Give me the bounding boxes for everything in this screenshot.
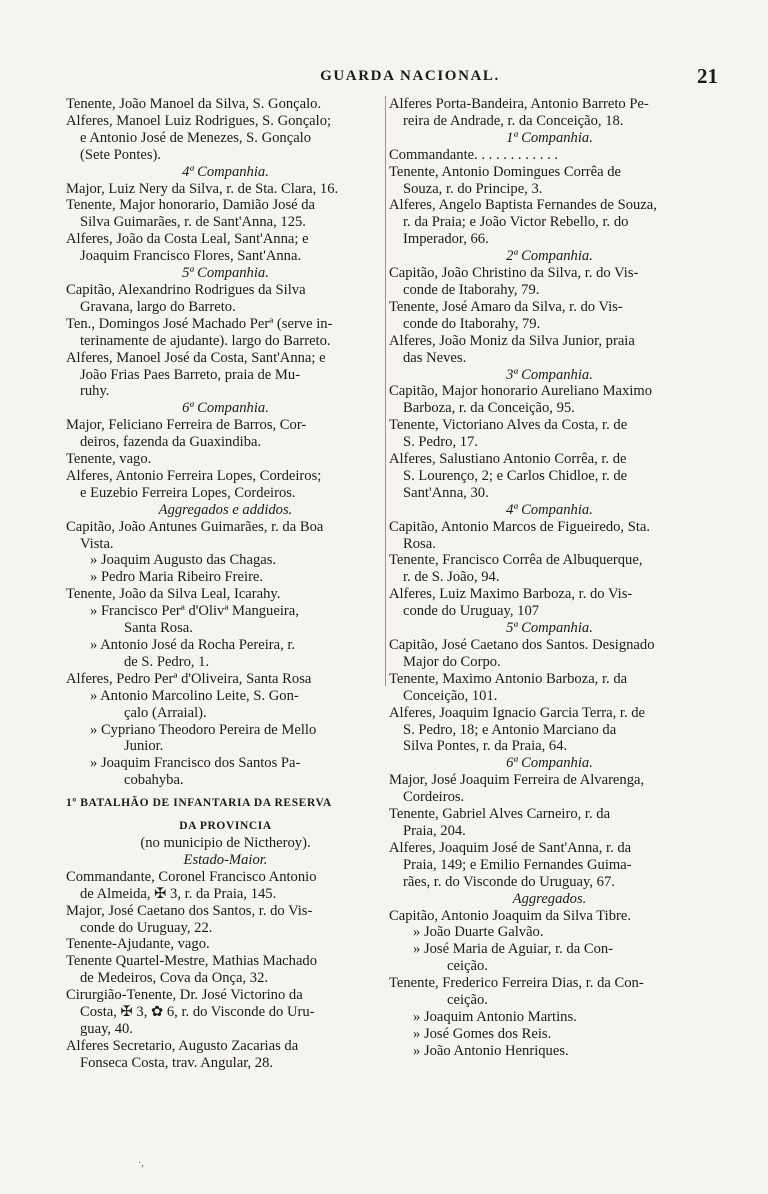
text-line: ruhy. xyxy=(80,383,110,400)
text-line: Joaquim Francisco Flores, Sant'Anna. xyxy=(80,248,302,265)
text-line: Cirurgião-Tenente, Dr. José Victorino da xyxy=(66,987,303,1004)
text-line: Capitão, Antonio Marcos de Figueiredo, Sta. xyxy=(389,518,651,535)
text-line: das Neves. xyxy=(403,349,467,366)
text-line: » João Antonio Henriques. xyxy=(413,1042,569,1059)
text-line: Tenente, João da Silva Leal, Icarahy. xyxy=(66,586,281,603)
text-line: Capitão, Alexandrino Rodrigues da Silva xyxy=(66,281,306,298)
text-line: conde do Itaborahy, 79. xyxy=(403,315,541,332)
text-line: Tenente, Victoriano Alves da Costa, r. de xyxy=(389,417,628,434)
text-line: Tenente, João Manoel da Silva, S. Gonçalo. xyxy=(66,96,322,112)
text-line: » Antonio Marcolino Leite, S. Gon- xyxy=(90,687,299,704)
text-line: Capitão, Antonio Joaquim da Silva Tibre. xyxy=(389,907,632,924)
subsection-heading: 5ª Companhia. xyxy=(506,620,593,637)
text-line: Tenente, Francisco Corrêa de Albuquerque, xyxy=(389,552,643,569)
text-line: Commandante. . . . . . . . . . . . xyxy=(389,146,559,163)
text-line: Alferes Secretario, Augusto Zacarias da xyxy=(66,1037,299,1054)
text-line: João Frias Paes Barreto, praia de Mu- xyxy=(80,366,301,383)
text-line: Tenente, vago. xyxy=(66,451,152,468)
subsection-heading: Aggregados e addidos. xyxy=(158,501,293,518)
text-line: deiros, fazenda da Guaxindiba. xyxy=(80,434,262,451)
text-line: Capitão, José Caetano dos Santos. Designado xyxy=(389,637,655,653)
text-line: Fonseca Costa, trav. Angular, 28. xyxy=(80,1054,274,1071)
text-line: Tenente, Gabriel Alves Carneiro, r. da xyxy=(389,806,611,823)
text-line: e Antonio José de Menezes, S. Gonçalo xyxy=(80,129,312,146)
text-line: Vista. xyxy=(80,535,114,552)
text-line: » José Gomes dos Reis. xyxy=(413,1025,552,1042)
text-line: » Joaquim Antonio Martins. xyxy=(413,1008,577,1025)
text-line: Tenente Quartel-Mestre, Mathias Machado xyxy=(66,953,318,970)
text-line: Major do Corpo. xyxy=(403,653,501,670)
text-line: Imperador, 66. xyxy=(403,231,489,248)
text-line: » Pedro Maria Ribeiro Freire. xyxy=(90,569,264,586)
text-line: e Euzebio Ferreira Lopes, Cordeiros. xyxy=(80,484,296,501)
column-divider xyxy=(385,96,386,686)
left-column xyxy=(66,96,385,1072)
text-line: » Francisco Perª d'Olivª Mangueira, xyxy=(90,603,299,620)
text-line: Alferes, Antonio Ferreira Lopes, Cordeiros; xyxy=(66,467,322,484)
text-line: Praia, 204. xyxy=(403,822,466,839)
subsection-heading: 3ª Companhia. xyxy=(506,366,593,383)
text-line: Alferes, Manoel Luiz Rodrigues, S. Gonçalo; xyxy=(66,112,332,129)
text-line: » João Duarte Galvão. xyxy=(413,924,544,941)
subsection-heading: 2ª Companhia. xyxy=(506,248,593,265)
running-title: GUARDA NACIONAL. xyxy=(320,68,500,84)
text-line: Alferes, João da Costa Leal, Sant'Anna; e xyxy=(66,231,309,248)
text-line: Alferes, Joaquim Ignacio Garcia Terra, r. de xyxy=(389,704,646,721)
text-line: Junior. xyxy=(124,738,164,755)
subsection-heading: Estado-Maior. xyxy=(183,851,268,868)
text-line: Silva Guimarães, r. de Sant'Anna, 125. xyxy=(80,214,306,231)
text-line: Souza, r. do Principe, 3. xyxy=(403,180,543,197)
text-line: de Almeida, ✠ 3, r. da Praia, 145. xyxy=(80,885,277,902)
text-line: Sant'Anna, 30. xyxy=(403,484,489,501)
print-speck: ·, xyxy=(138,1158,144,1169)
text-line: Tenente, Antonio Domingues Corrêa de xyxy=(389,163,622,180)
text-line: S. Pedro, 17. xyxy=(403,434,478,451)
text-line: Praia, 149; e Emilio Fernandes Guima- xyxy=(403,856,632,873)
text-line: Ten., Domingos José Machado Perª (serve in- xyxy=(66,315,333,332)
text-line: Alferes, Angelo Baptista Fernandes de Souza, xyxy=(389,197,657,214)
text-line: Rosa. xyxy=(403,535,436,552)
text-line: Capitão, João Christino da Silva, r. do Vis- xyxy=(389,265,639,282)
text-line: S. Pedro, 18; e Antonio Marciano da xyxy=(403,721,617,738)
subsection-heading: 4ª Companhia. xyxy=(506,501,593,518)
text-line: guay, 40. xyxy=(80,1020,133,1037)
text-line: Tenente, José Amaro da Silva, r. do Vis- xyxy=(389,298,623,315)
text-line: S. Lourenço, 2; e Carlos Chidloe, r. de xyxy=(403,467,628,484)
text-line: Major, José Joaquim Ferreira de Alvarenga, xyxy=(389,772,645,789)
subsection-heading: 6ª Companhia. xyxy=(506,755,593,772)
text-line: Alferes, Pedro Perª d'Oliveira, Santa Rosa xyxy=(66,670,312,687)
text-line: ceição. xyxy=(447,958,488,975)
text-line: Tenente, Frederico Ferreira Dias, r. da Con- xyxy=(389,975,644,992)
text-line: Alferes, Joaquim José de Sant'Anna, r. da xyxy=(389,839,632,856)
subsection-heading: 4ª Companhia. xyxy=(182,163,269,180)
text-line: ceição. xyxy=(447,992,488,1009)
page-number: 21 xyxy=(697,64,718,88)
text-line: Gravana, largo do Barreto. xyxy=(80,298,236,315)
text-line: de S. Pedro, 1. xyxy=(124,653,210,670)
text-line: Alferes, Manoel José da Costa, Sant'Anna; e xyxy=(66,349,326,366)
text-line: Barboza, r. da Conceição, 95. xyxy=(403,400,575,417)
text-line: rães, r. do Visconde do Uruguay, 67. xyxy=(403,873,615,890)
text-line: Alferes, Salustiano Antonio Corrêa, r. de xyxy=(389,451,627,468)
text-line: » Antonio José da Rocha Pereira, r. xyxy=(90,637,296,653)
text-line: de Medeiros, Cova da Onça, 32. xyxy=(80,970,269,987)
subsection-heading: 5ª Companhia. xyxy=(182,265,269,282)
text-line: conde do Uruguay, 22. xyxy=(80,919,213,936)
text-line: terinamente de ajudante). largo do Barreto. xyxy=(80,332,331,349)
text-line: r. de S. João, 94. xyxy=(403,569,500,586)
text-line: Tenente, Maximo Antonio Barboza, r. da xyxy=(389,670,628,687)
text-line: Tenente-Ajudante, vago. xyxy=(66,936,210,953)
text-line: çalo (Arraial). xyxy=(124,704,207,721)
text-line: Silva Pontes, r. da Praia, 64. xyxy=(403,738,568,755)
text-line: conde de Itaborahy, 79. xyxy=(403,281,540,298)
text-line: r. da Praia; e João Victor Rebello, r. do xyxy=(403,214,629,231)
page-header xyxy=(60,64,718,94)
text-line: Alferes, Luiz Maximo Barboza, r. do Vis- xyxy=(389,586,633,603)
subsection-heading: 1ª Companhia. xyxy=(506,129,593,146)
text-line: Major, Luiz Nery da Silva, r. de Sta. Clara, 16. xyxy=(66,180,339,197)
text-line: Alferes Porta-Bandeira, Antonio Barreto Pe- xyxy=(389,96,649,112)
text-line: Major, Feliciano Ferreira de Barros, Cor- xyxy=(66,417,307,434)
text-line: Cordeiros. xyxy=(403,789,465,806)
text-line: Commandante, Coronel Francisco Antonio xyxy=(66,868,317,885)
text-line: Alferes, João Moniz da Silva Junior, praia xyxy=(389,332,635,349)
subsection-heading: (no municipio de Nictheroy). xyxy=(140,834,311,851)
text-line: (Sete Pontes). xyxy=(80,146,162,163)
text-line: » Joaquim Francisco dos Santos Pa- xyxy=(90,755,301,772)
section-heading: DA PROVINCIA xyxy=(179,820,272,833)
text-line: conde do Uruguay, 107 xyxy=(403,603,540,620)
subsection-heading: Aggregados. xyxy=(512,890,587,907)
text-line: Costa, ✠ 3, ✿ 6, r. do Visconde do Uru- xyxy=(80,1004,315,1021)
text-line: Major, José Caetano dos Santos, r. do Vis- xyxy=(66,902,313,919)
right-column xyxy=(389,96,710,1060)
text-line: Santa Rosa. xyxy=(124,620,193,637)
text-line: Capitão, Major honorario Aureliano Maximo xyxy=(389,383,653,400)
subsection-heading: 6ª Companhia. xyxy=(182,400,269,417)
text-line: » José Maria de Aguiar, r. da Con- xyxy=(413,941,614,958)
text-line: cobahyba. xyxy=(124,772,184,789)
text-line: Conceição, 101. xyxy=(403,687,498,704)
text-line: » Cypriano Theodoro Pereira de Mello xyxy=(90,721,317,738)
text-line: Capitão, João Antunes Guimarães, r. da Boa xyxy=(66,518,324,535)
text-line: Tenente, Major honorario, Damião José da xyxy=(66,197,316,214)
text-line: reira de Andrade, r. da Conceição, 18. xyxy=(403,112,624,129)
text-line: » Joaquim Augusto das Chagas. xyxy=(90,552,277,569)
section-heading: 1º BATALHÃO DE INFANTARIA DA RESERVA xyxy=(66,797,332,810)
